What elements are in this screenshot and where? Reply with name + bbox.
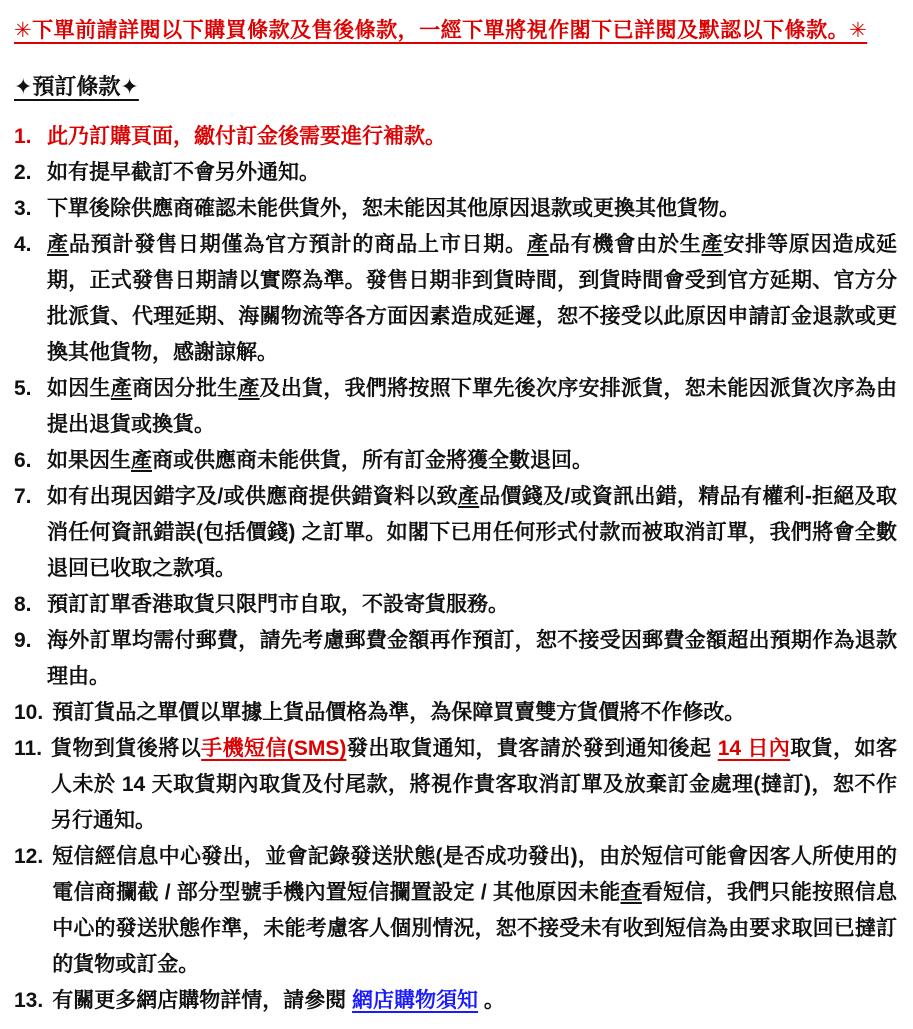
underlined-char: 產 bbox=[47, 233, 69, 256]
term-text bbox=[47, 443, 897, 479]
term-item-8 bbox=[14, 587, 897, 623]
text-segment: 貨物到貨後將以 bbox=[51, 737, 202, 760]
store-shopping-guide-link[interactable]: 網店購物須知 bbox=[352, 989, 479, 1012]
term-text bbox=[47, 479, 897, 587]
term-item-7 bbox=[14, 479, 897, 587]
underlined-char: 產 bbox=[131, 449, 152, 472]
underlined-char: 產 bbox=[457, 485, 480, 508]
purchase-notice-banner: ✳下單前請詳閱以下購買條款及售後條款，一經下單將視作閣下已詳閱及默認以下條款。✳ bbox=[14, 19, 868, 42]
term-text bbox=[52, 839, 897, 983]
term-text bbox=[51, 731, 897, 839]
text-segment: 安排等原因造成延期，正式發售日期請以實際為準。發售日期非到貨時間，到貨時間會受到官方延期、官方分批派貨、代理延期、海關物流等各方面因素造成延遲，恕不接受以此原因申請訂金退款或更換其他貨物，感謝諒解。 bbox=[47, 233, 898, 364]
underlined-char: 產 bbox=[701, 233, 724, 256]
text-segment: 品價錢及/或資訊出錯，精品有權利-拒絕及取消任何資訊錯誤(包括價錢) 之訂單。如閣下已用任何形式付款而被取消訂單，我們將會全數退回已收取之款項。 bbox=[47, 485, 898, 580]
term-text bbox=[52, 983, 897, 1019]
term-text bbox=[47, 119, 897, 155]
red-underline-highlight: 手機短信(SMS) bbox=[201, 737, 347, 760]
preorder-terms-heading: ✦預訂條款✦ bbox=[14, 74, 139, 99]
term-text bbox=[47, 155, 897, 191]
text-segment: 短信經信息中心發出，並會記錄發送狀態(是否成功發出)，由於短信可能會因客人所使用的電信商攔截 / 部分型號手機內置短信攔置設定 / 其他原因未能 bbox=[52, 845, 897, 904]
term-item-9 bbox=[14, 623, 897, 695]
text-segment: 有關更多網店購物詳情，請參閱 bbox=[52, 989, 353, 1012]
text-segment: 及出貨，我們將按照下單先後次序安排派貨，恕未能因派貨次序為由提出退貨或換貨。 bbox=[47, 377, 898, 436]
term-number: 10. bbox=[14, 701, 44, 724]
term-number: 2. bbox=[14, 161, 32, 184]
text-segment: 預訂訂單香港取貨只限門市自取，不設寄貨服務。 bbox=[47, 593, 509, 616]
text-segment: 下單後除供應商確認未能供貨外，恕未能因其他原因退款或更換其他貨物。 bbox=[47, 197, 740, 220]
text-segment: 如果因生 bbox=[47, 449, 131, 472]
text-segment: 商或供應商未能供貨，所有訂金將獲全數退回。 bbox=[152, 449, 593, 472]
terms-list bbox=[14, 119, 897, 1019]
term-item-6 bbox=[14, 443, 897, 479]
text-segment: 如有提早截訂不會另外通知。 bbox=[47, 161, 320, 184]
term-text bbox=[47, 191, 897, 227]
term-item-4 bbox=[14, 227, 897, 371]
term-text bbox=[47, 227, 897, 371]
term-text bbox=[47, 623, 897, 695]
term-item-5 bbox=[14, 371, 897, 443]
text-segment: 看短信，我們只能按照信息中心的發送狀態作準，未能考慮客人個別情況，恕不接受未有收到短信為由要求取回已撻訂的貨物或訂金。 bbox=[52, 881, 898, 976]
term-item-10 bbox=[14, 695, 897, 731]
red-underline-highlight: 14 日內 bbox=[717, 737, 791, 760]
underlined-char: 產 bbox=[110, 377, 133, 400]
term-text bbox=[47, 587, 897, 623]
text-segment: 如有出現因錯字及/或供應商提供錯資料以致 bbox=[47, 485, 458, 508]
term-number: 3. bbox=[14, 197, 32, 220]
term-text bbox=[52, 695, 897, 731]
term-text bbox=[47, 371, 897, 443]
term-number: 11. bbox=[14, 737, 43, 760]
term-item-2 bbox=[14, 155, 897, 191]
underlined-char: 產 bbox=[526, 233, 549, 256]
underlined-char: 查 bbox=[620, 881, 642, 904]
term-number: 7. bbox=[14, 485, 32, 508]
text-segment: 如因生 bbox=[47, 377, 111, 400]
term-number: 6. bbox=[14, 449, 32, 472]
term-number: 12. bbox=[14, 845, 44, 868]
text-segment: 取貨，如客人未於 14 天取貨期內取貨及付尾款，將視作貴客取消訂單及放棄訂金處理(撻訂)，恕不作另行通知。 bbox=[51, 737, 898, 832]
term-item-12 bbox=[14, 839, 897, 983]
term-number: 13. bbox=[14, 989, 44, 1012]
underlined-char: 產 bbox=[238, 377, 260, 400]
term-number: 1. bbox=[14, 125, 32, 148]
text-segment: 商因分批生 bbox=[132, 377, 239, 400]
text-segment: 品預計發售日期僅為官方預計的商品上市日期。 bbox=[68, 233, 527, 256]
text-segment: 預訂貨品之單價以單據上貨品價格為準，為保障買賣雙方貨價將不作修改。 bbox=[52, 701, 746, 724]
term-item-11 bbox=[14, 731, 897, 839]
text-segment: 。 bbox=[478, 989, 505, 1012]
term-item-3 bbox=[14, 191, 897, 227]
text-segment: 海外訂單均需付郵費，請先考慮郵費金額再作預訂，恕不接受因郵費金額超出預期作為退款理由。 bbox=[47, 629, 897, 688]
text-segment: 發出取貨通知，貴客請於發到通知後起 bbox=[346, 737, 718, 760]
term-item-1 bbox=[14, 119, 897, 155]
term-number: 9. bbox=[14, 629, 32, 652]
term-number: 5. bbox=[14, 377, 32, 400]
term-number: 4. bbox=[14, 233, 32, 256]
text-segment: 品有機會由於生 bbox=[548, 233, 702, 256]
term-number: 8. bbox=[14, 593, 32, 616]
text-segment: 此乃訂購頁面，繳付訂金後需要進行補款。 bbox=[47, 125, 446, 148]
term-item-13 bbox=[14, 983, 897, 1019]
